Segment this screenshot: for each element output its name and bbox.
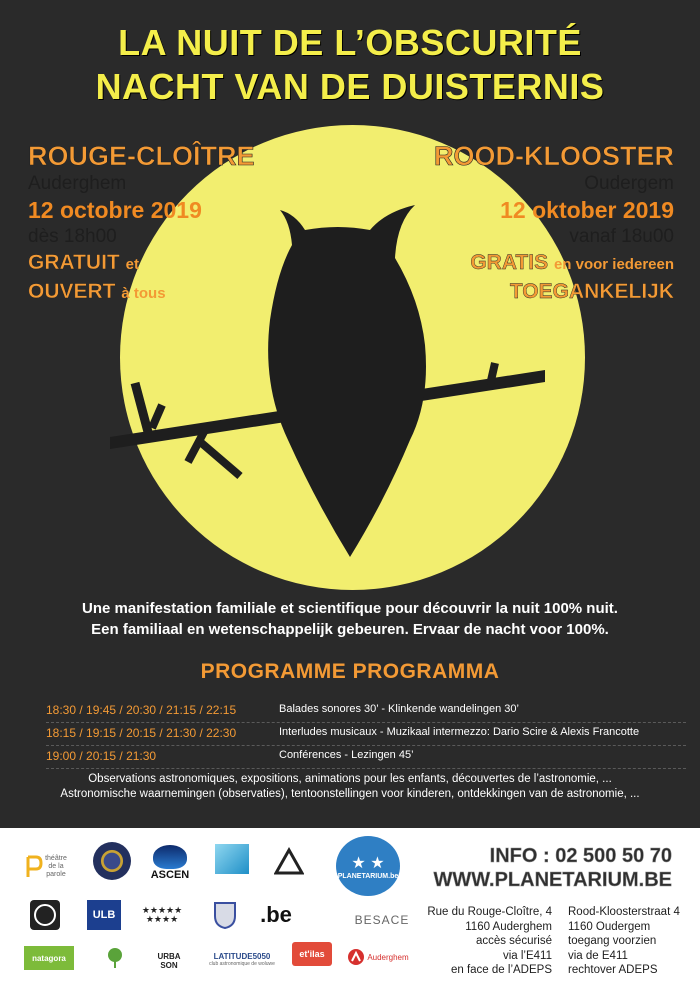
latitude5050-logo [200,946,284,972]
free-line-2-french [28,278,255,307]
time-french: dès 18h00 [28,226,117,247]
latitude-logo-subtext: club astronomique de woluwe [209,960,275,967]
title-dutch: NACHT VAN DE DUISTERNIS [95,66,605,107]
triangle-logo [272,842,306,880]
time-dutch: vanaf 18u00 [569,226,674,247]
schedule-description: Conférences - Lezingen 45’ [279,749,414,761]
date-french: 12 octobre 2019 [28,197,202,223]
auderghem-logo [343,944,413,970]
urbason-logo [155,944,183,978]
astronomy-club-emblem-logo [93,842,131,880]
besace-logo-text: BESACE [354,913,410,927]
free-line-1-dutch [434,249,674,278]
info-website[interactable]: WWW.PLANETARIUM.BE [433,869,672,891]
tagline-french: Une manifestation familiale et scientifique pour découvrir la nuit 100% nuit. [82,600,618,617]
etilas-logo: et'ilas [292,942,332,966]
address-line: 1160 Oudergem [568,920,651,933]
schedule-row [46,746,686,769]
besace-logo [352,906,412,934]
ulb-logo: ULB [87,900,121,930]
be-logo [256,900,296,930]
title-french: LA NUIT DE L’OBSCURITÉ [118,22,582,63]
event-details-french [28,140,255,307]
circle-icon [34,904,56,926]
be-logo-text: .be [260,902,292,927]
address-line: Rood-Kloosterstraat 4 [568,906,680,918]
schedule-description: Interludes musicaux - Muzikaal intermezzo: Dario Scire & Alexis Francotte [279,726,640,738]
astronomy-society-logo [30,900,60,930]
sponsor-footer [0,828,700,990]
free-line-2-dutch: TOEGANKELIJK [509,280,674,303]
address-line: Rue du Rouge-Cloître, 4 [427,906,552,918]
tree-icon [105,946,125,970]
theatre-logo-text: théâtre de la parole [45,855,67,878]
crest-icon [212,900,238,930]
info-phone: INFO : 02 500 50 70 [489,845,672,867]
schedule-description: Balades sonores 30’ - Klinkende wandelingen 30’ [279,703,519,715]
star-icon: ★ ★ [351,854,385,872]
observations-french: Observations astronomiques, expositions, animations pour les enfants, découvertes de l’astronomie, ... [88,773,612,785]
coat-of-arms-logo [210,898,240,932]
free-line-1-french [28,249,255,278]
schedule-times: 18:15 / 19:15 / 20:15 / 21:30 / 22:30 [46,726,237,740]
free-connector-dutch: en voor iedereen [553,256,674,273]
address-french [420,905,552,978]
natagora-logo: natagora [24,946,74,970]
theatre-p-icon [25,855,43,879]
triangle-icon [274,846,304,876]
tree-logo [95,944,135,972]
theatre-de-la-parole-logo [22,846,72,888]
info-block [422,844,672,892]
stars-logo: ★★★★★ ★★★★ [141,905,183,924]
address-line: via l’E411 [502,949,552,962]
ascen-logo-text: ASCEN [150,869,190,881]
schedule-times: 18:30 / 19:45 / 20:30 / 21:15 / 22:15 [46,703,237,717]
ascen-logo [148,840,192,886]
schedule-times: 19:00 / 20:15 / 21:30 [46,749,157,763]
planetarium-logo-text: PLANETARIUM.be [337,872,399,880]
blue-square-logo [215,844,249,874]
address-line: via de E411 [568,949,628,962]
venue-french: ROUGE-CLOÎTRE [28,141,255,171]
urbason-logo-text-a: URBA [157,952,181,961]
date-dutch: 12 oktober 2019 [500,197,674,223]
urbason-logo-text-b: SON [160,961,178,970]
event-details-dutch [434,140,674,305]
planetarium-logo [336,836,400,896]
schedule-row [46,723,686,746]
city-dutch: Oudergem [584,173,674,194]
latitude-logo-text: LATITUDE5050 [213,951,271,961]
address-line: rechtover ADEPS [568,964,658,976]
open-label: OUVERT [28,280,116,303]
address-line: accès sécurisé [475,935,552,947]
ascen-globe-icon [153,845,187,869]
observations-dutch: Astronomische waarnemingen (observaties), tentoonstellingen voor kinderen, ontdekkingen van de astronomie, ... [60,788,640,800]
tagline-dutch: Een familiaal en wetenschappelijk gebeuren. Ervaar de nacht voor 100%. [91,621,609,638]
address-dutch [568,905,698,978]
auderghem-logo-text: Auderghem [367,952,409,962]
address-line: 1160 Auderghem [465,920,552,933]
address-line: en face de l’ADEPS [450,964,552,976]
city-french: Auderghem [28,173,127,194]
open-suffix: à tous [121,285,166,302]
programme-heading: PROGRAMME PROGRAMMA [200,660,500,683]
programme-schedule [46,700,686,769]
free-label: GRATUIT [28,251,120,274]
address-line: toegang voorzien [568,935,657,947]
free-label-dutch: GRATIS [470,251,549,274]
auderghem-emblem-icon [347,948,365,966]
free-connector: et [125,256,139,273]
schedule-row [46,700,686,723]
venue-dutch: ROOD-KLOOSTER [434,141,674,171]
